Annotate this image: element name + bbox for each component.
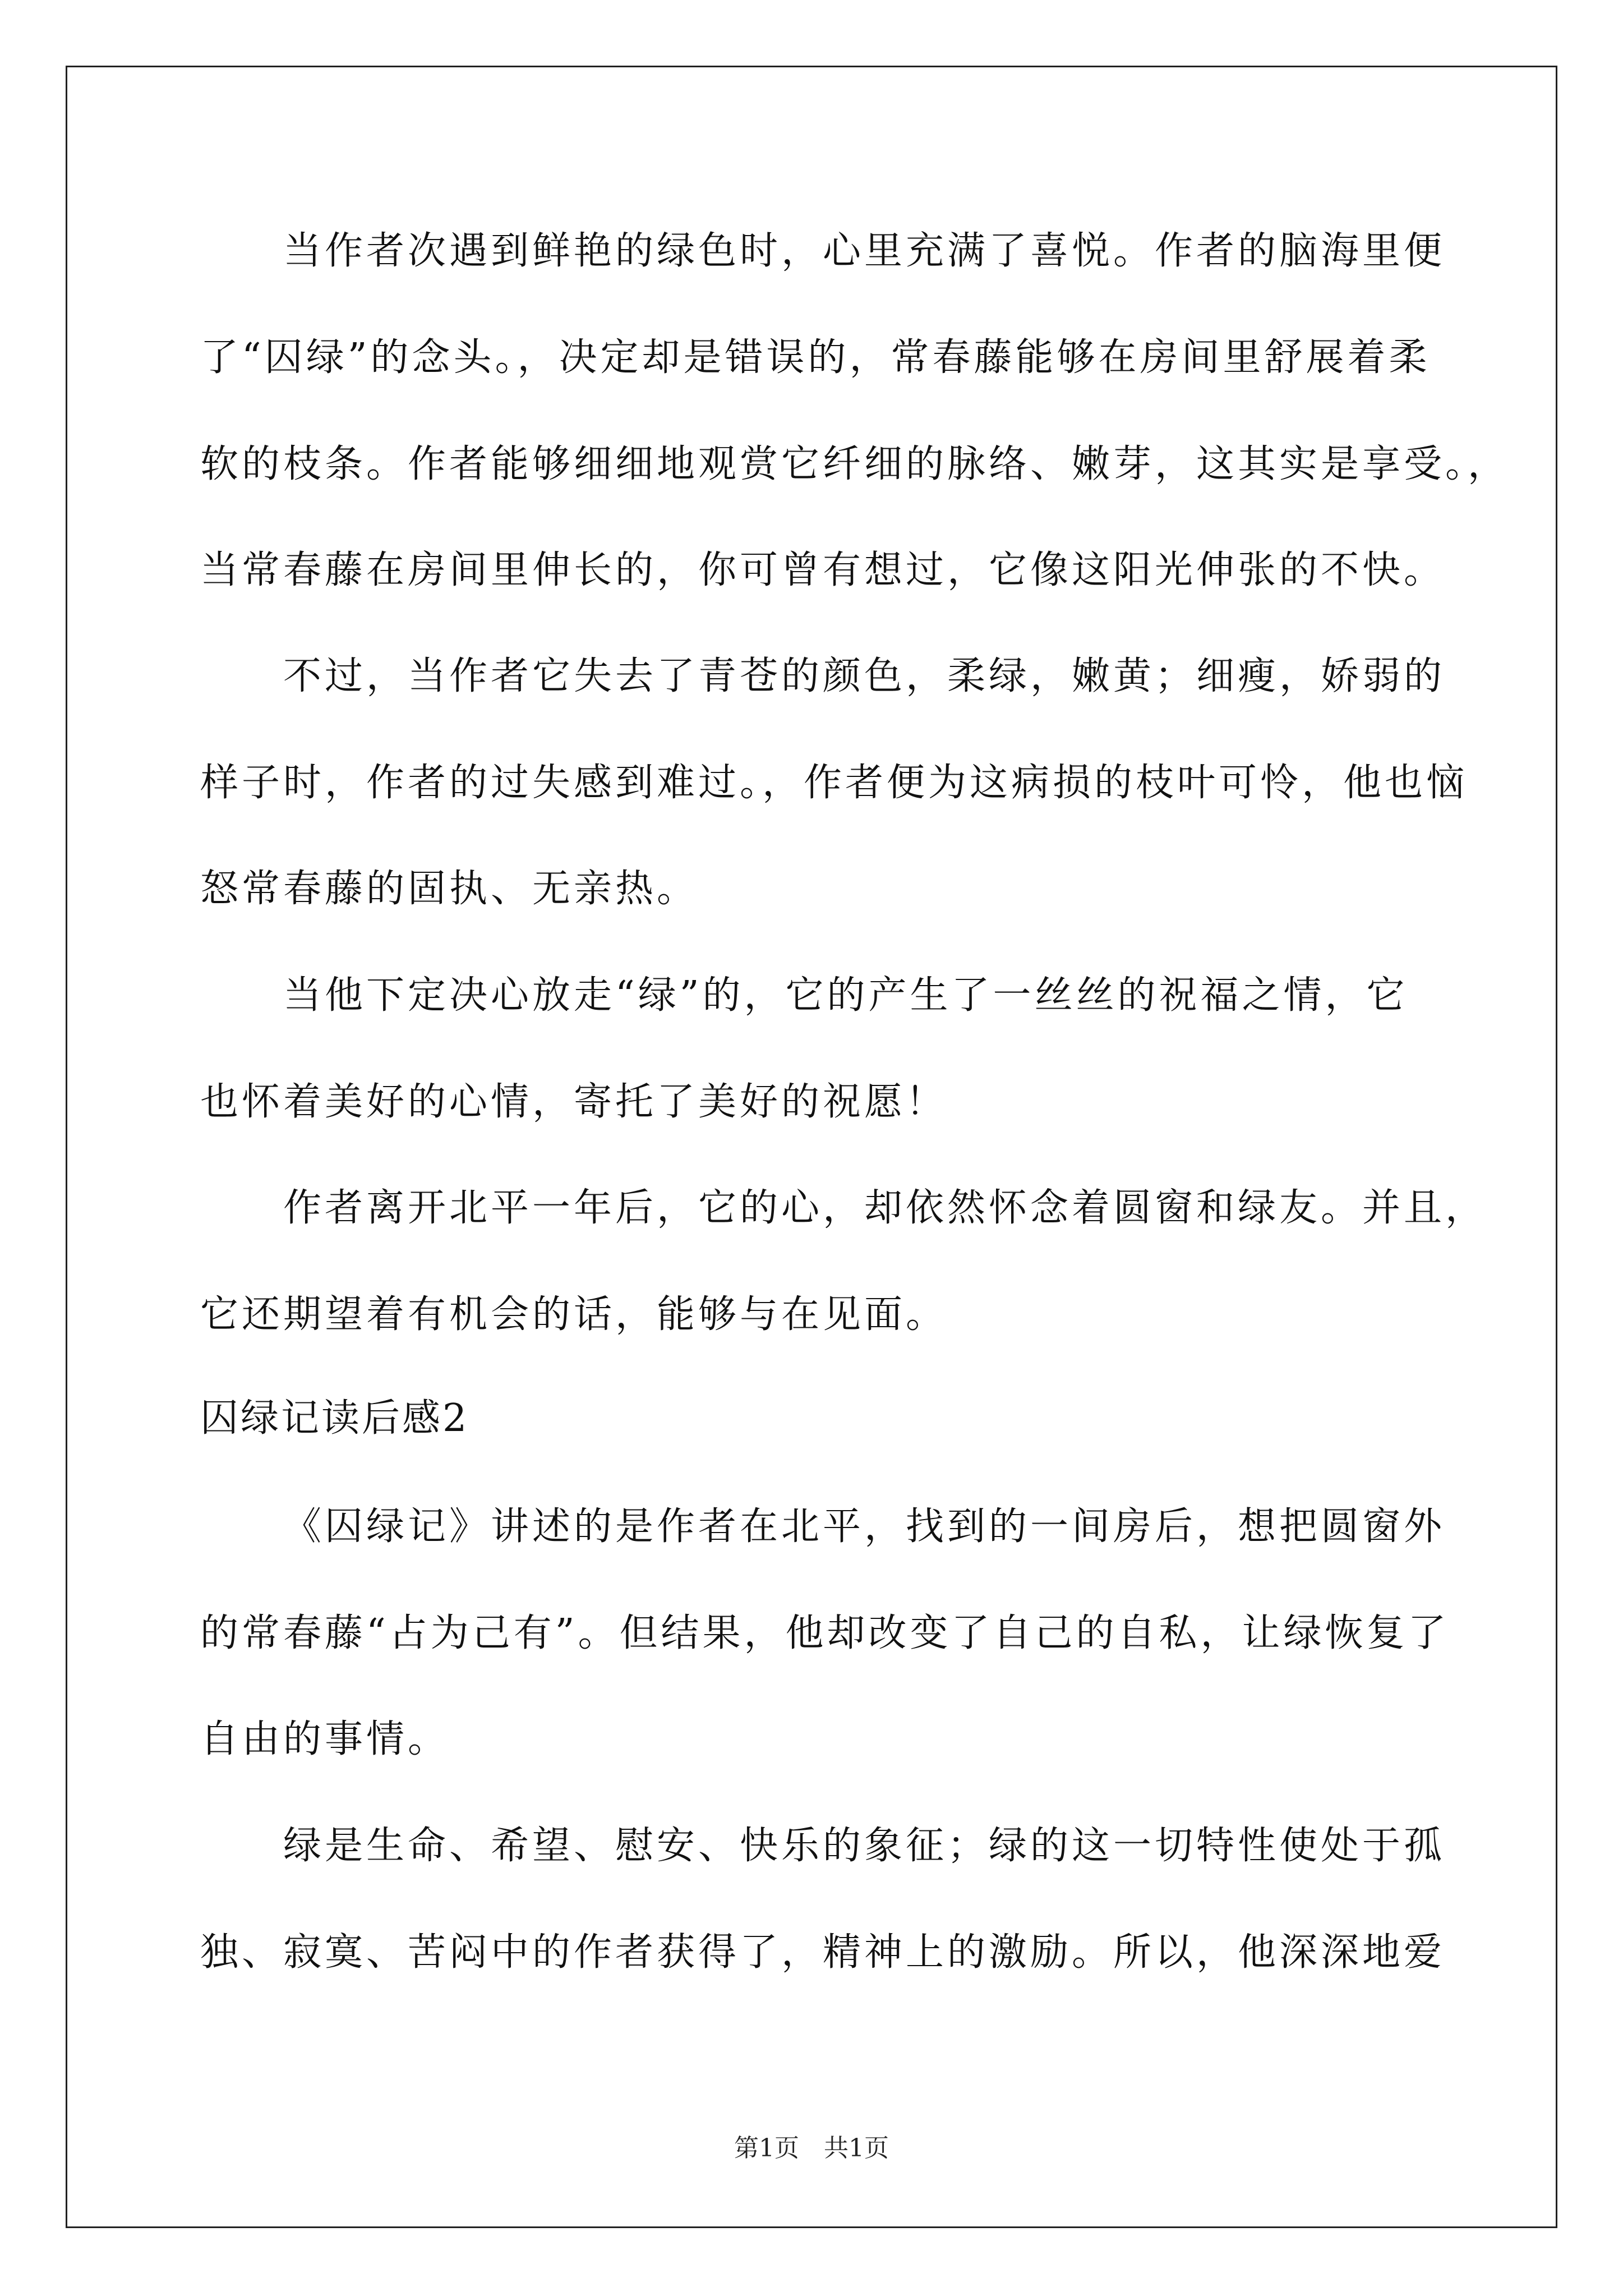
page-footer: 第1页 共1页: [734, 2134, 889, 2162]
paragraph-line: 样子时，作者的过失感到难过。，作者便为这病损的枝叶可怜，他也恼: [200, 761, 1468, 805]
section-heading: 囚绿记读后感2: [200, 1396, 469, 1441]
paragraph-line: 作者离开北平一年后，它的心，却依然怀念着圆窗和绿友。并且，: [283, 1186, 1487, 1230]
paragraph-line: 当他下定决心放走“绿”的，它的产生了一丝丝的祝福之情，它: [283, 973, 1408, 1018]
paragraph-line: 独、寂寞、苦闷中的作者获得了，精神上的激励。所以，他深深地爱: [200, 1930, 1446, 1975]
paragraph-line: 《囚绿记》讲述的是作者在北平，找到的一间房后，想把圆窗外: [283, 1504, 1446, 1549]
paragraph-line: 了“囚绿”的念头。，决定却是错误的，常春藤能够在房间里舒展着柔: [200, 335, 1431, 380]
paragraph-line: 当常春藤在房间里伸长的，你可曾有想过，它像这阳光伸张的不快。: [200, 548, 1446, 592]
paragraph-line: 怒常春藤的固执、无亲热。: [200, 867, 699, 911]
paragraph-line: 绿是生命、希望、慰安、快乐的象征；绿的这一切特性使处于孤: [283, 1824, 1446, 1868]
paragraph-line: 软的枝条。作者能够细细地观赏它纤细的脉络、嫩芽，这其实是享受。，: [200, 442, 1510, 486]
paragraph-line: 也怀着美好的心情，寄托了美好的祝愿！: [200, 1080, 948, 1124]
paragraph-line: 的常春藤“占为己有”。但结果，他却改变了自己的自私，让绿恢复了: [200, 1611, 1450, 1655]
paragraph-line: 当作者次遇到鲜艳的绿色时，心里充满了喜悦。作者的脑海里便: [283, 229, 1446, 273]
paragraph-line: 自由的事情。: [200, 1717, 450, 1761]
paragraph-line: 不过，当作者它失去了青苍的颜色，柔绿，嫩黄；细瘦，娇弱的: [283, 654, 1446, 698]
paragraph-line: 它还期望着有机会的话，能够与在见面。: [200, 1292, 948, 1337]
page-border: [66, 66, 1557, 2228]
